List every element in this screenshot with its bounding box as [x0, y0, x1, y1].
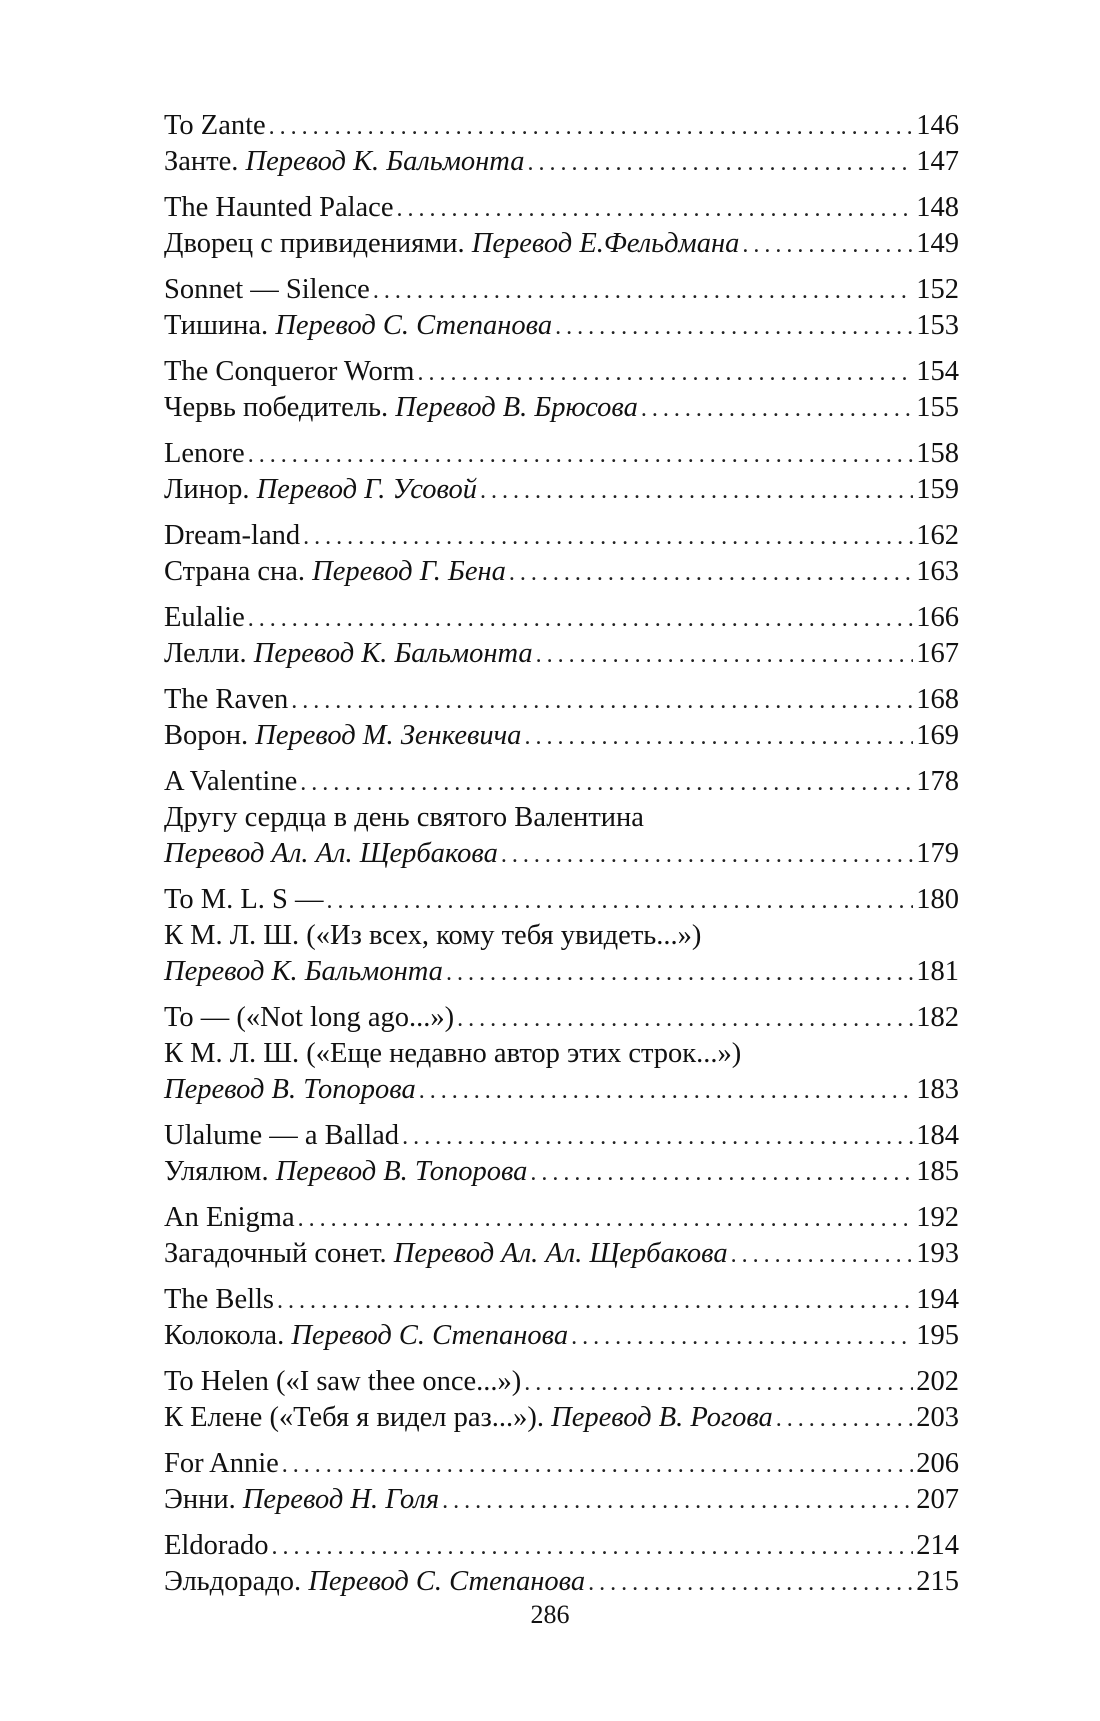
toc-title	[164, 144, 524, 180]
toc-page-number: 182	[916, 1002, 959, 1033]
dot-leader	[442, 1483, 913, 1519]
toc-page-number: 166	[916, 602, 959, 633]
toc-title	[164, 1000, 454, 1036]
toc-page-number: 181	[916, 956, 959, 987]
toc-page-number: 185	[916, 1156, 959, 1187]
translator-credit: Перевод С. Степанова	[291, 1320, 569, 1351]
entry-title: Страна сна.	[164, 556, 306, 587]
toc-line[interactable]	[164, 1154, 959, 1190]
toc-line[interactable]	[164, 144, 959, 180]
toc-page-number: 202	[916, 1366, 959, 1397]
toc-line[interactable]	[164, 954, 959, 990]
entry-title: The Conqueror Worm	[164, 356, 415, 387]
translator-credit: Перевод М. Зенкевича	[255, 720, 522, 751]
entry-title: К М. Л. Ш. («Из всех, кому тебя увидеть...»)	[164, 920, 702, 951]
toc-page-number: 215	[916, 1566, 959, 1597]
toc-line[interactable]	[164, 1528, 959, 1564]
entry-title: Ulalume — a Ballad	[164, 1120, 400, 1151]
toc-title	[164, 554, 506, 590]
toc-line[interactable]	[164, 1318, 959, 1354]
toc-page-number: 159	[916, 474, 959, 505]
dot-leader	[501, 837, 913, 873]
toc-line[interactable]	[164, 390, 959, 426]
entry-title: Lenore	[164, 438, 245, 469]
toc-title	[164, 918, 701, 954]
toc-line[interactable]	[164, 518, 959, 554]
translator-credit: Перевод К. Бальмонта	[164, 956, 443, 987]
dot-leader	[588, 1565, 913, 1601]
toc-line[interactable]	[164, 1236, 959, 1272]
translator-credit: Перевод Г. Усовой	[256, 474, 477, 505]
toc-title	[164, 226, 739, 262]
toc-title	[164, 190, 393, 226]
toc-entry-group	[164, 272, 959, 344]
entry-title: Dream-land	[164, 520, 301, 551]
toc-entry-group	[164, 1364, 959, 1436]
toc-title	[164, 636, 533, 672]
toc-page-number: 148	[916, 192, 959, 223]
entry-title: К Елене («Тебя я видел раз...»).	[164, 1402, 545, 1433]
toc-page-number: 193	[916, 1238, 959, 1269]
toc-page-number: 184	[916, 1120, 959, 1151]
toc-line[interactable]	[164, 718, 959, 754]
dot-leader	[271, 1529, 913, 1565]
dot-leader	[776, 1401, 913, 1437]
toc-page-number: 154	[916, 356, 959, 387]
dot-leader	[282, 1447, 913, 1483]
translator-credit: Перевод Ал. Ал. Щербакова	[164, 838, 498, 869]
toc-entry-group	[164, 436, 959, 508]
translator-credit: Перевод В. Брюсова	[395, 392, 638, 423]
toc-line[interactable]	[164, 554, 959, 590]
entry-title: Загадочный сонет.	[164, 1238, 387, 1269]
dot-leader	[457, 1001, 913, 1037]
entry-title: Sonnet — Silence	[164, 274, 370, 305]
toc-page-number: 167	[916, 638, 959, 669]
entry-title: The Haunted Palace	[164, 192, 394, 223]
toc-title	[164, 682, 288, 718]
toc-line[interactable]	[164, 1282, 959, 1318]
toc-title	[164, 108, 266, 144]
entry-title: The Raven	[164, 684, 289, 715]
toc-line[interactable]	[164, 272, 959, 308]
translator-credit: Перевод К. Бальмонта	[253, 638, 533, 669]
toc-line[interactable]	[164, 600, 959, 636]
entry-title: Другу сердца в день святого Валентина	[164, 802, 644, 833]
entry-title: Тишина.	[164, 310, 269, 341]
toc-page-number: 169	[916, 720, 959, 751]
dot-leader	[446, 955, 913, 991]
dot-leader	[555, 309, 913, 345]
toc-title	[164, 354, 414, 390]
dot-leader	[571, 1319, 913, 1355]
toc-entry-group	[164, 1000, 959, 1108]
toc-title	[164, 718, 521, 754]
dot-leader	[373, 273, 913, 309]
dot-leader	[300, 765, 913, 801]
toc-line[interactable]	[164, 800, 959, 836]
toc-line[interactable]	[164, 1000, 959, 1036]
toc-title	[164, 1364, 521, 1400]
toc-page-number: 146	[916, 110, 959, 141]
toc-title	[164, 600, 245, 636]
toc-page-number: 180	[916, 884, 959, 915]
toc-entry-group	[164, 1200, 959, 1272]
table-of-contents	[164, 108, 959, 1610]
dot-leader	[419, 1073, 914, 1109]
toc-line[interactable]	[164, 1400, 959, 1436]
toc-page-number: 194	[916, 1284, 959, 1315]
dot-leader	[527, 145, 913, 181]
toc-entry-group	[164, 1118, 959, 1190]
toc-title	[164, 882, 324, 918]
toc-page-number: 168	[916, 684, 959, 715]
toc-title	[164, 1236, 728, 1272]
toc-page-number: 203	[916, 1402, 959, 1433]
translator-credit: Перевод Н. Голя	[242, 1484, 440, 1515]
toc-title	[164, 1482, 439, 1518]
dot-leader	[269, 109, 914, 145]
entry-title: To Helen («I saw thee once...»)	[164, 1366, 522, 1397]
translator-credit: Перевод К. Бальмонта	[245, 146, 525, 177]
dot-leader	[402, 1119, 913, 1155]
dot-leader	[396, 191, 913, 227]
dot-leader	[524, 719, 913, 755]
toc-title	[164, 518, 300, 554]
toc-line[interactable]	[164, 472, 959, 508]
toc-title	[164, 1318, 568, 1354]
toc-entry-group	[164, 190, 959, 262]
toc-title	[164, 1154, 527, 1190]
toc-page-number: 163	[916, 556, 959, 587]
dot-leader	[277, 1283, 913, 1319]
toc-entry-group	[164, 882, 959, 990]
toc-line[interactable]	[164, 1564, 959, 1600]
entry-title: Колокола.	[164, 1320, 285, 1351]
dot-leader	[524, 1365, 913, 1401]
dot-leader	[417, 355, 913, 391]
toc-page-number: 153	[916, 310, 959, 341]
toc-line[interactable]	[164, 108, 959, 144]
toc-page-number: 155	[916, 392, 959, 423]
page-number: 286	[530, 1600, 570, 1629]
toc-title	[164, 764, 297, 800]
entry-title: A Valentine	[164, 766, 298, 797]
toc-line[interactable]	[164, 1036, 959, 1072]
toc-title	[164, 1118, 399, 1154]
translator-credit: Перевод С. Степанова	[308, 1566, 586, 1597]
toc-line[interactable]	[164, 1072, 959, 1108]
toc-line[interactable]	[164, 882, 959, 918]
toc-page-number: 179	[916, 838, 959, 869]
toc-title	[164, 1528, 268, 1564]
translator-credit: Перевод С. Степанова	[275, 310, 553, 341]
translator-credit: Перевод В. Топорова	[164, 1074, 416, 1105]
dot-leader	[509, 555, 913, 591]
toc-line[interactable]	[164, 836, 959, 872]
toc-page-number: 152	[916, 274, 959, 305]
toc-entry-group	[164, 1446, 959, 1518]
toc-title	[164, 1564, 585, 1600]
toc-title	[164, 954, 443, 990]
translator-credit: Перевод В. Топорова	[275, 1156, 528, 1187]
translator-credit: Перевод Е.Фельдмана	[471, 228, 740, 259]
toc-title	[164, 1200, 295, 1236]
entry-title: Дворец с привидениями.	[164, 228, 465, 259]
translator-credit: Перевод Г. Бена	[312, 556, 506, 587]
dot-leader	[480, 473, 913, 509]
entry-title: To Zante	[164, 110, 266, 141]
toc-title	[164, 1036, 741, 1072]
toc-line[interactable]	[164, 1200, 959, 1236]
toc-line[interactable]	[164, 190, 959, 226]
toc-title	[164, 1400, 773, 1436]
toc-page-number: 206	[916, 1448, 959, 1479]
toc-entry-group	[164, 1282, 959, 1354]
toc-line[interactable]	[164, 764, 959, 800]
toc-page-number: 183	[916, 1074, 959, 1105]
translator-credit: Перевод В. Рогова	[551, 1402, 773, 1433]
entry-title: For Annie	[164, 1448, 279, 1479]
toc-page-number: 147	[916, 146, 959, 177]
dot-leader	[291, 683, 913, 719]
toc-entry-group	[164, 108, 959, 180]
toc-title	[164, 836, 498, 872]
toc-title	[164, 1446, 279, 1482]
entry-title: Энни.	[164, 1484, 236, 1515]
entry-title: Eldorado	[164, 1530, 269, 1561]
toc-line[interactable]	[164, 1482, 959, 1518]
toc-line[interactable]	[164, 918, 959, 954]
entry-title: To — («Not long ago...»)	[164, 1002, 455, 1033]
toc-title	[164, 390, 638, 426]
toc-entry-group	[164, 518, 959, 590]
toc-line[interactable]	[164, 1118, 959, 1154]
toc-title	[164, 436, 245, 472]
toc-title	[164, 272, 370, 308]
toc-line[interactable]	[164, 1364, 959, 1400]
entry-title: К М. Л. Ш. («Еще недавно автор этих строк...»)	[164, 1038, 742, 1069]
toc-line[interactable]	[164, 226, 959, 262]
entry-title: Червь победитель.	[164, 392, 389, 423]
toc-line[interactable]	[164, 636, 959, 672]
entry-title: Улялюм.	[164, 1156, 269, 1187]
toc-line[interactable]	[164, 436, 959, 472]
toc-title	[164, 308, 552, 344]
dot-leader	[248, 601, 914, 637]
dot-leader	[303, 519, 913, 555]
dot-leader	[298, 1201, 914, 1237]
toc-entry-group	[164, 354, 959, 426]
entry-title: Лелли.	[164, 638, 247, 669]
toc-line[interactable]	[164, 1446, 959, 1482]
toc-entry-group	[164, 1528, 959, 1600]
toc-title	[164, 472, 477, 508]
entry-title: Эльдорадо.	[164, 1566, 302, 1597]
entry-title: Занте.	[164, 146, 239, 177]
dot-leader	[742, 227, 913, 263]
toc-title	[164, 1282, 274, 1318]
toc-page-number: 207	[916, 1484, 959, 1515]
entry-title: To M. L. S —	[164, 884, 324, 915]
toc-page-number: 162	[916, 520, 959, 551]
toc-page-number: 149	[916, 228, 959, 259]
toc-page-number: 192	[916, 1202, 959, 1233]
dot-leader	[327, 883, 914, 919]
dot-leader	[248, 437, 914, 473]
toc-entry-group	[164, 764, 959, 872]
dot-leader	[530, 1155, 913, 1191]
entry-title: Линор.	[164, 474, 250, 505]
toc-line[interactable]	[164, 682, 959, 718]
toc-line[interactable]	[164, 308, 959, 344]
dot-leader	[536, 637, 914, 673]
dot-leader	[641, 391, 913, 427]
entry-title: An Enigma	[164, 1202, 295, 1233]
entry-title: Eulalie	[164, 602, 245, 633]
toc-line[interactable]	[164, 354, 959, 390]
toc-title	[164, 1072, 416, 1108]
toc-entry-group	[164, 682, 959, 754]
translator-credit: Перевод Ал. Ал. Щербакова	[393, 1238, 728, 1269]
dot-leader	[731, 1237, 914, 1273]
toc-entry-group	[164, 600, 959, 672]
toc-page-number: 158	[916, 438, 959, 469]
toc-page-number: 178	[916, 766, 959, 797]
entry-title: Ворон.	[164, 720, 249, 751]
toc-title	[164, 800, 644, 836]
toc-page-number: 195	[916, 1320, 959, 1351]
toc-page-number: 214	[916, 1530, 959, 1561]
entry-title: The Bells	[164, 1284, 275, 1315]
